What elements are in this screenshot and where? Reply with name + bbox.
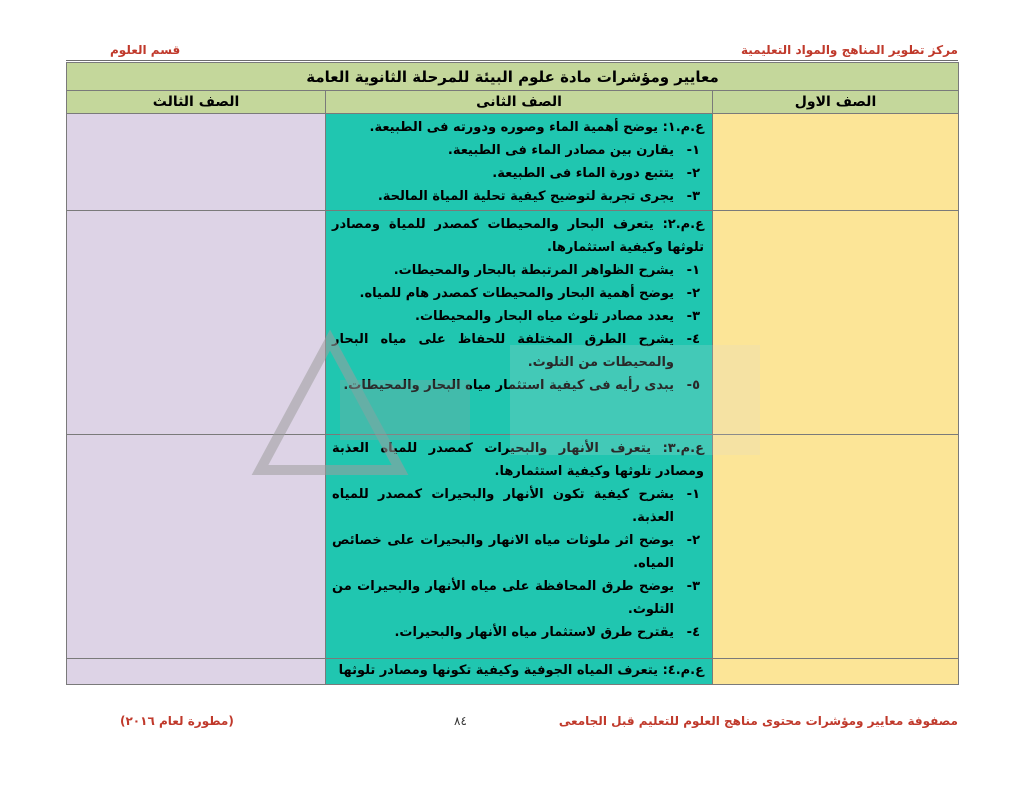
header-department: قسم العلوم xyxy=(110,43,181,57)
indicator-item xyxy=(332,139,704,162)
page-number: ٨٤ xyxy=(454,714,467,728)
indicator-item xyxy=(332,483,704,529)
indicator-text: يقترح طرق لاستثمار مياه الأنهار والبحيرات. xyxy=(394,625,675,640)
second-grade-cell xyxy=(326,435,713,659)
indicator-text: يشرح الطرق المختلفة للحفاظ على مياه البحار والمحيطات من التلوث. xyxy=(332,332,675,370)
standard-text: ع.م.١: يوضح أهمية الماء وصوره ودورته فى الطبيعة. xyxy=(369,120,705,135)
indicator-text: يوضح أهمية البحار والمحيطات كمصدر هام للمياه. xyxy=(359,286,675,301)
indicator-item xyxy=(332,621,704,644)
first-grade-cell xyxy=(713,435,959,659)
indicator-item xyxy=(332,575,704,621)
indicator-text: يشرح الظواهر المرتبطة بالبحار والمحيطات. xyxy=(393,263,675,278)
indicator-item xyxy=(332,282,704,305)
first-grade-cell xyxy=(713,659,959,685)
table-row xyxy=(67,114,959,211)
third-grade-cell xyxy=(67,435,326,659)
indicator-number: ٣- xyxy=(686,309,701,324)
indicator-number: ٢- xyxy=(686,533,701,548)
indicator-number: ١- xyxy=(686,263,701,278)
standards-table xyxy=(66,62,959,685)
standard-text: ع.م.٤: يتعرف المياه الجوفية وكيفية تكونها ومصادر تلوثها xyxy=(338,663,705,678)
indicator-text: يتتبع دورة الماء فى الطبيعة. xyxy=(492,166,675,181)
indicator-item xyxy=(332,328,704,374)
indicator-text: يوضح طرق المحافظة على مياه الأنهار والبحيرات من التلوث. xyxy=(332,579,675,617)
second-grade-cell xyxy=(326,211,713,435)
indicator-item xyxy=(332,529,704,575)
indicator-number: ٤- xyxy=(686,332,701,347)
indicator-number: ٢- xyxy=(686,166,701,181)
indicator-text: يبدى رأيه فى كيفية استثمار مياه البحار والمحيطات. xyxy=(343,378,675,393)
indicator-number: ٣- xyxy=(686,579,701,594)
indicator-text: يوضح اثر ملوثات مياه الانهار والبحيرات على خصائص المياه. xyxy=(332,533,675,571)
standard-text: ع.م.٢: يتعرف البحار والمحيطات كمصدر للمياة ومصادر تلوثها وكيفية استثمارها. xyxy=(332,217,705,255)
header-center-name: مركز تطوير المناهج والمواد التعليمية xyxy=(740,43,958,57)
table-row xyxy=(67,659,959,685)
table-row xyxy=(67,435,959,659)
indicator-number: ٤- xyxy=(686,625,701,640)
header-divider xyxy=(66,60,958,61)
indicator-number: ١- xyxy=(686,143,701,158)
indicator-item xyxy=(332,162,704,185)
indicator-text: يجرى تجربة لتوضيح كيفية تحلية المياة المالحة. xyxy=(377,189,675,204)
indicator-text: يقارن بين مصادر الماء فى الطبيعة. xyxy=(447,143,675,158)
footer-document-title: مصفوفة معايير ومؤشرات محتوى مناهج العلوم للتعليم قبل الجامعى xyxy=(558,714,958,728)
third-grade-cell xyxy=(67,659,326,685)
table-title: معايير ومؤشرات مادة علوم البيئة للمرحلة الثانوية العامة xyxy=(67,63,959,91)
indicator-number: ٥- xyxy=(686,378,701,393)
indicator-number: ٢- xyxy=(686,286,701,301)
footer-edition: (مطورة لعام ٢٠١٦) xyxy=(120,714,234,728)
indicator-item xyxy=(332,185,704,208)
indicator-item xyxy=(332,305,704,328)
column-header-first: الصف الاول xyxy=(713,91,959,114)
table-row xyxy=(67,211,959,435)
first-grade-cell xyxy=(713,114,959,211)
third-grade-cell xyxy=(67,211,326,435)
standard-text: ع.م.٣: يتعرف الأنهار والبحيرات كمصدر للمياه العذبة ومصادر تلوثها وكيفية استثمارها. xyxy=(332,441,705,479)
second-grade-cell xyxy=(326,659,713,685)
indicator-item xyxy=(332,374,704,397)
indicator-item xyxy=(332,259,704,282)
second-grade-cell xyxy=(326,114,713,211)
indicator-text: يشرح كيفية تكون الأنهار والبحيرات كمصدر للمياه العذبة. xyxy=(332,487,675,525)
third-grade-cell xyxy=(67,114,326,211)
indicator-number: ١- xyxy=(686,487,701,502)
first-grade-cell xyxy=(713,211,959,435)
indicator-number: ٣- xyxy=(686,189,701,204)
column-header-second: الصف الثانى xyxy=(326,91,713,114)
indicator-text: يعدد مصادر تلوث مياه البحار والمحيطات. xyxy=(415,309,675,324)
column-header-third: الصف الثالث xyxy=(67,91,326,114)
